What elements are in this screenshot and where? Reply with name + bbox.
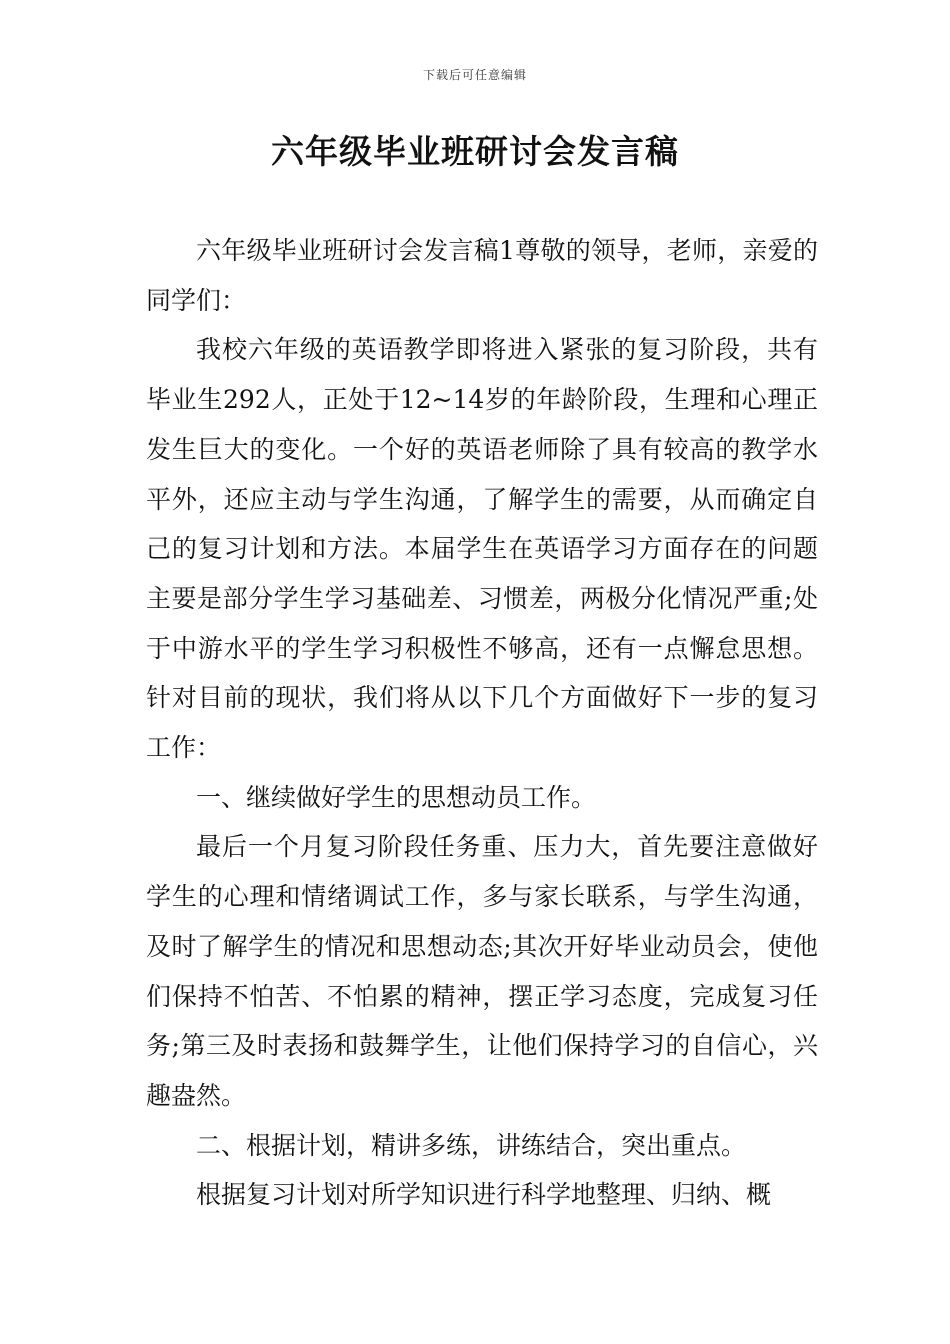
- paragraph-section-2: 根据复习计划对所学知识进行科学地整理、归纳、概: [196, 1180, 772, 1210]
- document-title: 六年级毕业班研讨会发言稿: [271, 132, 679, 171]
- paragraph-section-1: 最后一个月复习阶段任务重、压力大，首先要注意做好学生的心理和情绪调试工作，多与家长联系，与学生沟通，及时了解学生的情况和思想动态;其次开好毕业动员会，使他们保持不怕苦、不怕累的精神，摆正学习态度，完成复习任务;第三及时表扬和鼓舞学生，让他们保持学习的自信心，兴趣盎然。: [146, 832, 818, 1110]
- header-note: 下载后可任意编辑: [422, 68, 527, 82]
- section-heading-1: 一、继续做好学生的思想动员工作。: [196, 782, 597, 812]
- document-body: [146, 226, 818, 1220]
- paragraph-intro: 我校六年级的英语教学即将进入紧张的复习阶段，共有毕业生292人，正处于12~14岁的年龄阶段，生理和心理正发生巨大的变化。一个好的英语老师除了具有较高的教学水平外，还应主动与学生沟通，了解学生的需要，从而确定自己的复习计划和方法。本届学生在英语学习方面存在的问题主要是部分学生学习基础差、习惯差，两极分化情况严重;处于中游水平的学生学习积极性不够高，还有一点懈怠思想。针对目前的现状，我们将从以下几个方面做好下一步的复习工作：: [146, 335, 818, 763]
- paragraph-greeting: 六年级毕业班研讨会发言稿1尊敬的领导，老师，亲爱的同学们：: [146, 236, 818, 315]
- section-heading-2: 二、根据计划，精讲多练，讲练结合，突出重点。: [196, 1130, 747, 1160]
